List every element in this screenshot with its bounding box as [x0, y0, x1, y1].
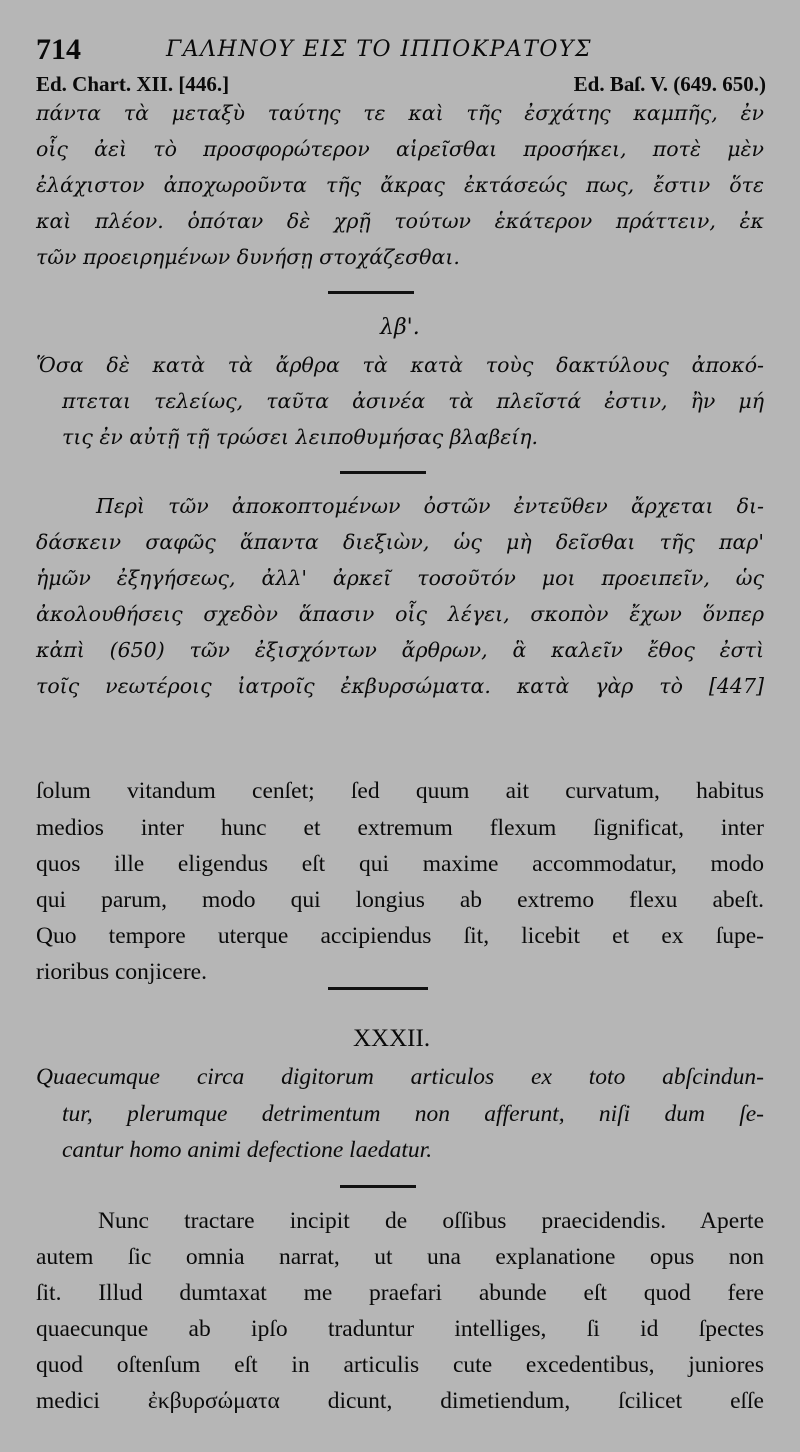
page-number: 714 — [36, 33, 81, 66]
greek-top-line: καὶ πλέον. ὁπόταν δὲ χρῇ τούτων ἑκάτερον πράττειν, ἐκ — [36, 209, 764, 233]
latin-top-line: medios inter hunc et extremum flexum ſignificat, inter — [36, 815, 764, 841]
greek-commentary-line: τοῖς νεωτέροις ἰατροῖς ἐκβυρσώματα. κατὰ γὰρ τὸ [447] — [36, 674, 764, 698]
greek-commentary-line: κἀπὶ (650) τῶν ἐξισχόντων ἄρθρων, ἃ καλεῖν ἔθος ἐστὶ — [36, 638, 764, 662]
latin-commentary-line: Nunc tractare incipit de oſſibus praecidendis. Aperte — [98, 1208, 764, 1234]
edition-chartier: Ed. Chart. XII. [446.] — [36, 72, 230, 96]
greek-commentary-line: ἡμῶν ἐξηγήσεως, ἀλλ' ἀρκεῖ τοσοῦτόν μοι προειπεῖν, ὡς — [36, 566, 764, 590]
greek-commentary-line: Περὶ τῶν ἀποκοπτομένων ὀστῶν ἐντεῦθεν ἄρχεται δι- — [96, 494, 764, 518]
edition-reference — [36, 70, 766, 98]
section-divider — [328, 291, 414, 294]
latin-top-line: Quo tempore uterque accipiendus ſit, licebit et ex ſupe- — [36, 923, 764, 949]
section-divider — [328, 987, 428, 990]
section-divider — [340, 1185, 416, 1188]
greek-top-line: τῶν προειρημένων δυνήσῃ στοχάζεσθαι. — [36, 245, 460, 269]
section-divider — [340, 471, 426, 474]
greek-aphorism-line: Ὅσα δὲ κατὰ τὰ ἄρθρα τὰ κατὰ τοὺς δακτύλους ἀποκό- — [36, 353, 764, 377]
latin-commentary-line: medici ἐκβυρσώματα dicunt, dimetiendum, ſcilicet eſſe — [36, 1388, 764, 1414]
latin-top-line: ſolum vitandum cenſet; ſed quum ait curvatum, habitus — [36, 778, 764, 804]
greek-aphorism-line: πτεται τελείως, ταῦτα ἀσινέα τὰ πλεῖστά ἐστιν, ἢν μή — [62, 389, 764, 413]
latin-aphorism-line: Quaecumque circa digitorum articulos ex toto abſcindun- — [36, 1064, 764, 1090]
latin-commentary-line: ſit. Illud dumtaxat me praefari abunde eſt quod fere — [36, 1280, 764, 1306]
latin-commentary-line: autem ſic omnia narrat, ut una explanatione opus non — [36, 1244, 764, 1270]
latin-commentary-line: quod oſtenſum eſt in articulis cute excedentibus, juniores — [36, 1352, 764, 1378]
page-header — [36, 30, 766, 70]
greek-top-line: οἷς ἀεὶ τὸ προσφορώτερον αἱρεῖσθαι προσήκει, ποτὲ μὲν — [36, 137, 764, 161]
greek-top-line: ἐλάχιστον ἀποχωροῦντα τῆς ἄκρας ἐκτάσεώς πως, ἔστιν ὅτε — [36, 173, 764, 197]
latin-top-line: rioribus conjicere. — [36, 959, 207, 985]
latin-aphorism-line: tur, plerumque detrimentum non afferunt, niſi dum ſe- — [62, 1101, 764, 1127]
latin-section-number: XXXII. — [353, 1025, 431, 1052]
greek-commentary-line: δάσκειν σαφῶς ἅπαντα διεξιὼν, ὡς μὴ δεῖσθαι τῆς παρ' — [36, 530, 764, 554]
latin-commentary-line: quaecunque ab ipſo traduntur intelliges, ſi id ſpectes — [36, 1316, 764, 1342]
greek-top-line: πάντα τὰ μεταξὺ ταύτης τε καὶ τῆς ἐσχάτης καμπῆς, ἐν — [36, 101, 764, 125]
greek-section-number: λβ'. — [380, 315, 420, 340]
running-title: ΓΑΛΗΝΟΥ ΕΙΣ ΤΟ ΙΠΠΟΚΡΑΤΟΥΣ — [166, 37, 593, 62]
latin-top-line: quos ille eligendus eſt qui maxime accommodatur, modo — [36, 851, 764, 877]
latin-top-line: qui parum, modo qui longius ab extremo flexu abeſt. — [36, 887, 764, 913]
latin-aphorism-line: cantur homo animi defectione laedatur. — [62, 1137, 433, 1163]
greek-aphorism-line: τις ἐν αὐτῇ τῇ τρώσει λειποθυμήσας βλαβείη. — [62, 425, 539, 449]
edition-basel: Ed. Baſ. V. (649. 650.) — [573, 72, 766, 96]
greek-commentary-line: ἀκολουθήσεις σχεδὸν ἅπασιν οἷς λέγει, σκοπὸν ἔχων ὅνπερ — [36, 602, 764, 626]
